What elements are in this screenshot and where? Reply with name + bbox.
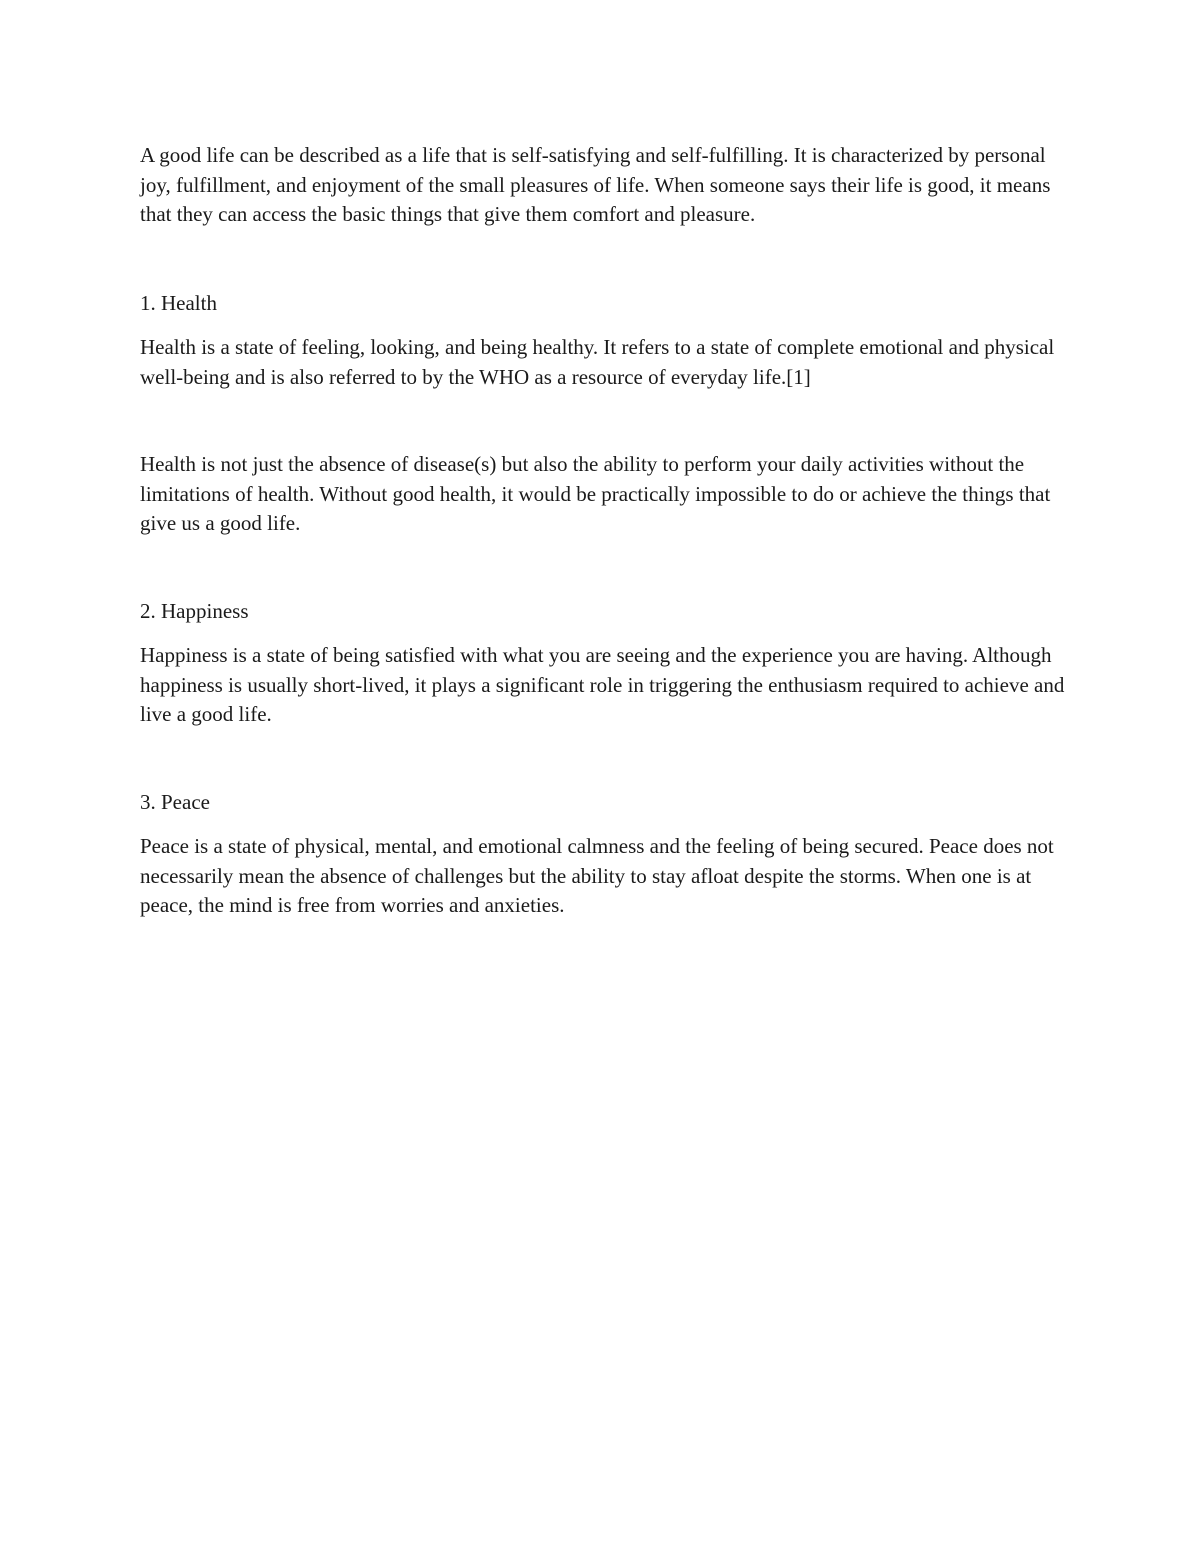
intro-paragraph: A good life can be described as a life that is self-satisfying and self-fulfilling. It is characterized by personal joy, fulfillment, and enjoyment of the small pleasures of life. When someone says their life is good, it means that they can access the basic things that give them comfort and pleasure. [140, 143, 1051, 226]
section-heading-peace: 3. Peace [140, 789, 210, 814]
peace-paragraph: Peace is a state of physical, mental, and emotional calmness and the feeling of being secured. Peace does not necessarily mean the absence of challenges but the ability to stay afloat despite the storms. When one is at peace, the mind is free from worries and anxieties. [140, 834, 1054, 917]
health-paragraph-2: Health is not just the absence of disease(s) but also the ability to perform your daily activities without the limitations of health. Without good health, it would be practically impossible to do or achieve the things that give us a good life. [140, 452, 1051, 535]
section-heading-happiness: 2. Happiness [140, 598, 249, 623]
happiness-paragraph: Happiness is a state of being satisfied with what you are seeing and the experience you are having. Although happiness is usually short-lived, it plays a significant role in triggering the enthusiasm required to achieve and live a good life. [140, 643, 1065, 726]
document-body [140, 141, 1065, 921]
section-heading-health: 1. Health [140, 290, 217, 315]
health-paragraph-1: Health is a state of feeling, looking, and being healthy. It refers to a state of complete emotional and physical well-being and is also referred to by the WHO as a resource of everyday life.[1] [140, 335, 1055, 389]
